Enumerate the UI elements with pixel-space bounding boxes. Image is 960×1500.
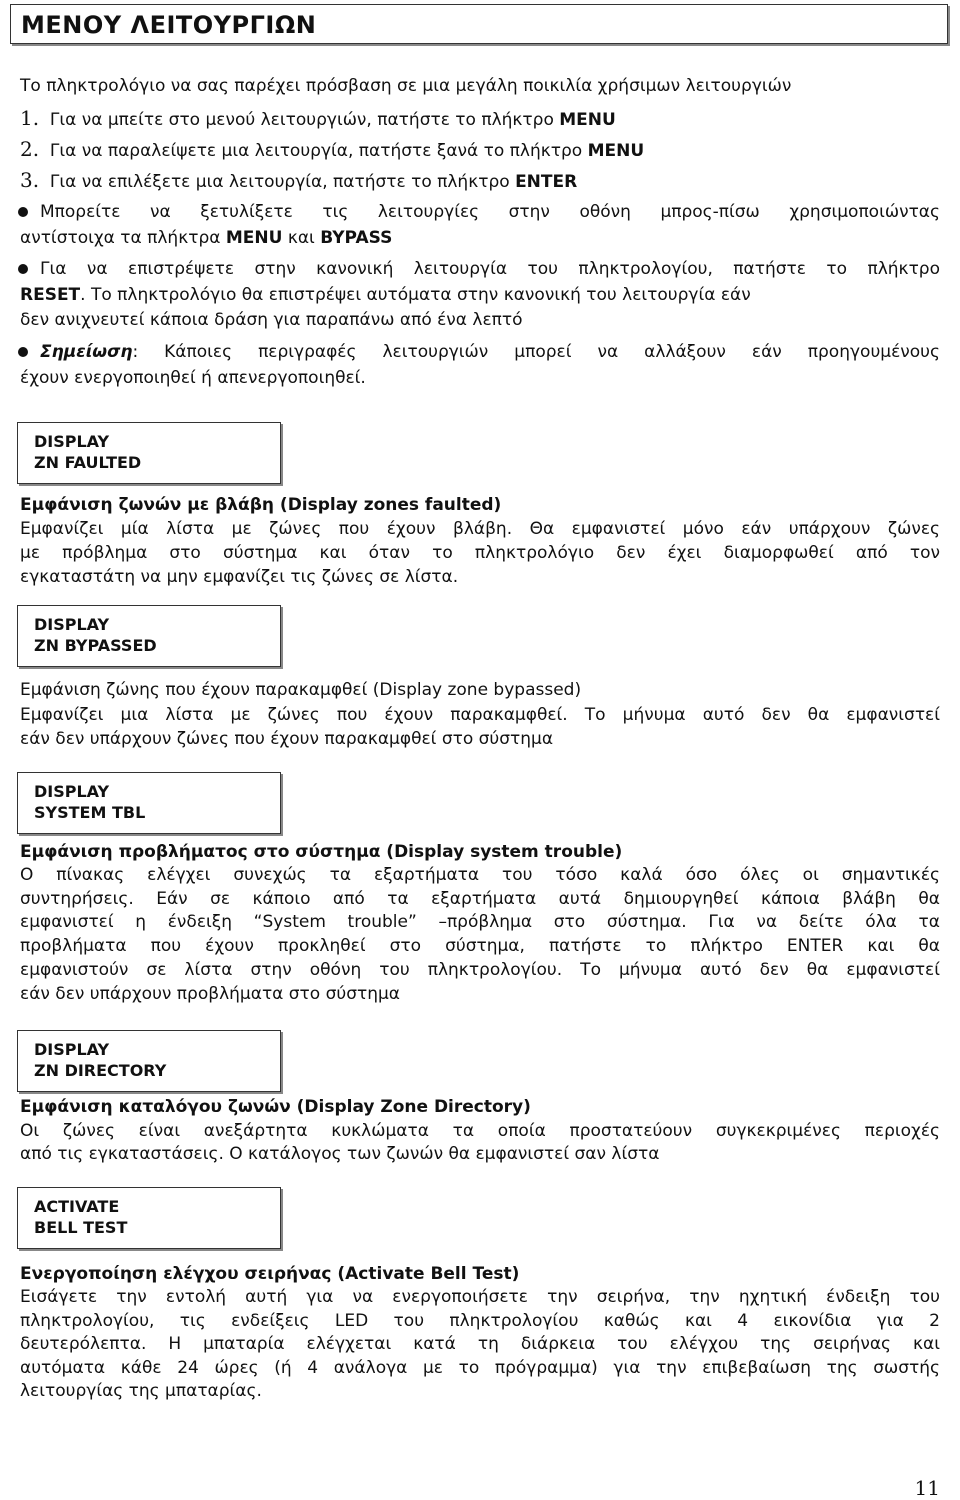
bullet-dot [18,207,28,217]
box-line-2: ZN FAULTED [34,453,142,472]
box-line-1: DISPLAY [34,782,110,801]
bullet-3-line-1 [40,342,940,362]
box-line-2: SYSTEM TBL [34,803,146,822]
section-text-line: προβλήματα που έχουν προκληθεί στο σύστημα, πατήστε το πλήκτρο ENTER και θα [20,936,940,956]
section-heading: Εμφάνιση προβλήματος στο σύστημα (Display system trouble) [20,842,623,862]
text-run: και [282,228,321,248]
bullet-1-line-2 [20,228,392,248]
section-text-line: αυτόματα κάθε 24 ώρες (ή 4 ανάλογα με το πρόγραμμα) για την επιβεβαίωση της σωστής [20,1358,940,1378]
display-box [17,1030,281,1092]
note-label: Σημείωση [40,342,133,362]
box-line-1: DISPLAY [34,615,110,634]
step-key: ENTER [515,172,578,192]
display-box [17,772,281,834]
step-1 [20,106,616,130]
key-name: BYPASS [320,228,393,248]
text-run: αντίστοιχα τα πλήκτρα [20,228,226,248]
key-name: RESET [20,285,81,305]
step-text: Για να παραλείψετε μια λειτουργία, πατήστε ξανά το πλήκτρο [49,141,588,161]
step-text: Για να μπείτε στο μενού λειτουργιών, πατήστε το πλήκτρο [49,110,560,130]
section-text-line: εμφανιστούν σε λίστα στην οθόνη του πληκτρολογίου. Το μήνυμα αυτό δεν θα εμφανιστεί [20,960,940,980]
key-name: MENU [225,228,283,248]
box-line-1: DISPLAY [34,1040,110,1059]
section-text-line: δευτερόλεπτα. Η μπαταρία ελέγχεται κατά τη διάρκεια του ελέγχου της σειρήνας και [20,1334,940,1354]
box-line-1: ACTIVATE [34,1197,120,1216]
section-text-line: εμφανιστεί η ένδειξη “System trouble” –πρόβλημα στο σύστημα. Για να δείτε όλα τα [20,912,940,932]
step-2 [20,137,644,161]
bullet-1-line-1: Μπορείτε να ξετυλίξετε τις λειτουργίες στην οθόνη μπρος-πίσω χρησιμοποιώντας [40,202,940,222]
display-box [17,605,281,667]
bullet-dot [18,347,28,357]
step-3 [20,168,577,192]
box-line-1: DISPLAY [34,432,110,451]
step-key: MENU [559,110,616,130]
bullet-2-line-1: Για να επιστρέψετε στην κανονική λειτουργία του πληκτρολογίου, πατήστε το πλήκτρο [40,259,940,279]
display-box [17,422,281,484]
bullet-dot [18,264,28,274]
bullet-3-line-2: έχουν ενεργοποιηθεί ή απενεργοποιηθεί. [20,368,366,388]
section-text-line: λειτουργίας της μπαταρίας. [20,1381,262,1401]
page-number: 11 [914,1476,940,1500]
text-run: . Το πληκτρολόγιο θα επιστρέψει αυτόματα στην κανονική του λειτουργία εάν [80,285,751,305]
section-text-line: με πρόβλημα στο σύστημα και όταν το πληκτρολόγιο δεν έχει διαμορφωθεί από τον [20,543,940,563]
section-text-line: από τις εγκαταστάσεις. Ο κατάλογος των ζωνών θα εμφανιστεί σαν λίστα [20,1144,660,1164]
step-key: MENU [587,141,645,161]
section-heading: Εμφάνιση ζωνών με βλάβη (Display zones faulted) [20,495,502,515]
step-text: Για να επιλέξετε μια λειτουργία, πατήστε το πλήκτρο [49,172,516,192]
page-title: ΜΕΝΟΥ ΛΕΙΤΟΥΡΓΙΩΝ [21,11,317,39]
section-text-line: Ο πίνακας ελέγχει συνεχώς τα εξαρτήματα του τόσο καλά όσο όλες οι σημαντικές [20,865,940,885]
bullet-2-line-3: δεν ανιχνευτεί κάποια δράση για παραπάνω από ένα λεπτό [20,310,523,330]
section-text-line: συντηρήσεις. Εάν σε κάποιο από τα εξαρτήματα αυτά δημιουργηθεί κάποια βλάβη θα [20,889,940,909]
box-line-2: ZN BYPASSED [34,636,157,655]
section-text-line: Εισάγετε την εντολή αυτή για να ενεργοποιήσετε την σειρήνα, την ηχητική ένδειξη του [20,1287,940,1307]
text-run: : Κάποιες περιγραφές λειτουργιών μπορεί να αλλάξουν εάν προηγουμένους [132,342,940,362]
step-number: 2. [20,137,40,161]
section-text-line: εγκαταστάτη να μην εμφανίζει τις ζώνες σε λίστα. [20,567,459,587]
section-text-line: Εμφανίζει μια λίστα με ζώνες που έχουν παρακαμφθεί. Το μήνυμα αυτό δεν θα εμφανιστεί [20,705,940,725]
title-box [10,4,948,44]
intro-text: Το πληκτρολόγιο να σας παρέχει πρόσβαση σε μια μεγάλη ποικιλία χρήσιμων λειτουργιών [20,76,792,96]
section-text-line: Εμφανίζει μία λίστα με ζώνες που έχουν βλάβη. Θα εμφανιστεί μόνο εάν υπάρχουν ζώνες [20,519,940,539]
section-heading: Ενεργοποίηση ελέγχου σειρήνας (Activate Bell Test) [20,1264,520,1284]
display-box [17,1187,281,1249]
section-text-line: πληκτρολογίου, τις ενδείξεις LED του πληκτρολογίου καθώς και 4 εικονίδια για 2 [20,1311,940,1331]
box-line-2: ZN DIRECTORY [34,1061,167,1080]
step-number: 3. [20,168,40,192]
box-line-2: BELL TEST [34,1218,128,1237]
section-text-line: Οι ζώνες είναι ανεξάρτητα κυκλώματα τα οποία προστατεύουν συγκεκριμένες περιοχές [20,1121,940,1141]
section-text-line: εάν δεν υπάρχουν ζώνες που έχουν παρακαμφθεί στο σύστημα [20,729,554,749]
bullet-2-line-2 [20,285,751,305]
section-heading: Εμφάνιση καταλόγου ζωνών (Display Zone Directory) [20,1097,531,1117]
section-heading: Εμφάνιση ζώνης που έχουν παρακαμφθεί (Display zone bypassed) [20,680,582,700]
section-text-line: εάν δεν υπάρχουν προβλήματα στο σύστημα [20,984,401,1004]
step-number: 1. [20,106,40,130]
